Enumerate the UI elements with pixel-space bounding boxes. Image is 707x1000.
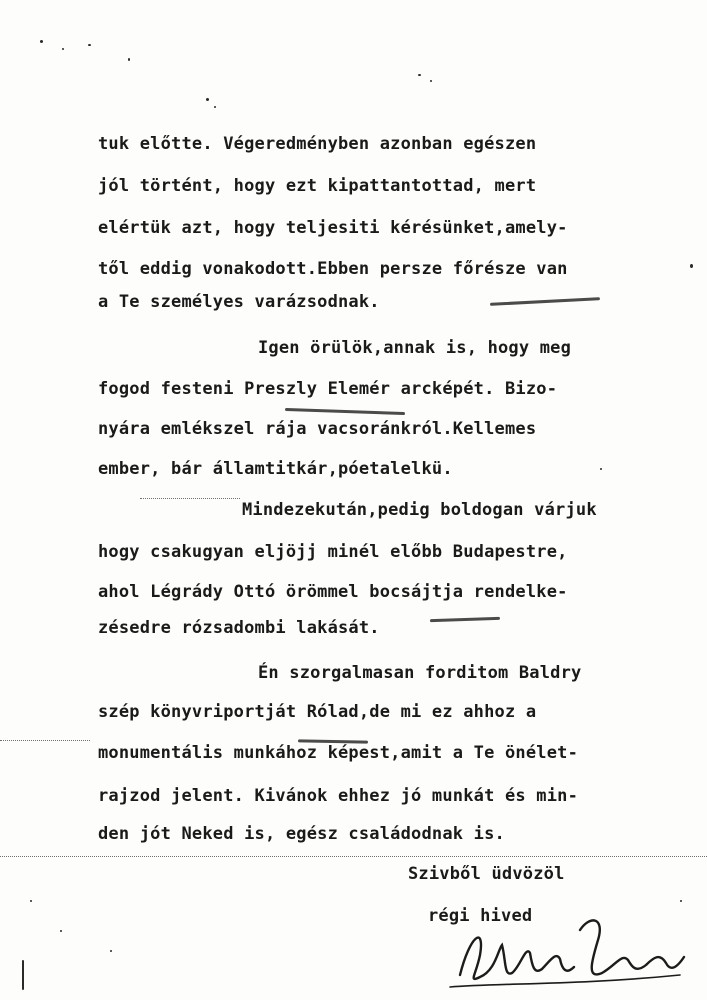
- letter-line: Mindezekután,pedig boldogan várjuk: [242, 500, 597, 520]
- scan-speck: [206, 98, 209, 101]
- scan-speck: [418, 74, 421, 76]
- handwritten-signature: [440, 905, 690, 990]
- scan-speck: [128, 58, 130, 61]
- letter-line: Én szorgalmasan forditom Baldry: [258, 663, 582, 683]
- letter-line: tuk előtte. Végeredményben azonban egészen: [98, 134, 537, 154]
- letter-line: a Te személyes varázsodnak.: [98, 292, 380, 312]
- scan-speck: [600, 468, 602, 470]
- scan-speck: [110, 950, 112, 952]
- letter-line: elértük azt, hogy teljesiti kérésünket,amely-: [98, 218, 568, 238]
- letter-line: től eddig vonakodott.Ebben persze főrésze van: [98, 259, 568, 279]
- scan-speck: [690, 264, 693, 268]
- scan-speck: [40, 40, 43, 43]
- letter-line: rajzod jelent. Kivánok ehhez jó munkát és min-: [98, 786, 579, 806]
- scan-artifact-line: [0, 740, 90, 741]
- scan-speck: [60, 930, 62, 932]
- letter-line: ember, bár államtitkár,póetalelkü.: [98, 459, 453, 479]
- scan-speck: [430, 80, 432, 82]
- letter-valediction: régi hived: [428, 906, 533, 926]
- handwritten-underline: [430, 617, 500, 622]
- scan-speck: [62, 48, 64, 50]
- letter-line: Igen örülök,annak is, hogy meg: [258, 338, 572, 358]
- letter-line: szép könyvriportját Rólad,de mi ez ahhoz a: [98, 702, 537, 722]
- letter-line: ahol Légrády Ottó örömmel bocsájtja rendelke-: [98, 582, 568, 602]
- scan-artifact-line: [0, 856, 707, 857]
- handwritten-underline: [490, 297, 600, 306]
- handwritten-underline: [285, 408, 405, 415]
- scan-speck: [88, 44, 91, 46]
- letter-line: fogod festeni Preszly Elemér arcképét. Bizo-: [98, 379, 558, 399]
- letter-line: jól történt, hogy ezt kipattantottad, mert: [98, 176, 537, 196]
- scan-speck: [214, 106, 216, 108]
- letter-closing: Szivből üdvözöl: [408, 864, 565, 884]
- scan-speck: [30, 900, 32, 902]
- letter-line: nyára emlékszel rája vacsoránkról.Kellemes: [98, 419, 537, 439]
- scan-speck: [22, 960, 24, 990]
- letter-line: zésedre rózsadombi lakását.: [98, 618, 380, 638]
- letter-line: hogy csakugyan eljöjj minél előbb Budapestre,: [98, 542, 568, 562]
- letter-line: den jót Neked is, egész családodnak is.: [98, 824, 505, 844]
- scan-speck: [680, 900, 682, 902]
- scan-artifact-line: [140, 498, 240, 499]
- letter-line: monumentális munkához képest,amit a Te önélet-: [98, 743, 579, 763]
